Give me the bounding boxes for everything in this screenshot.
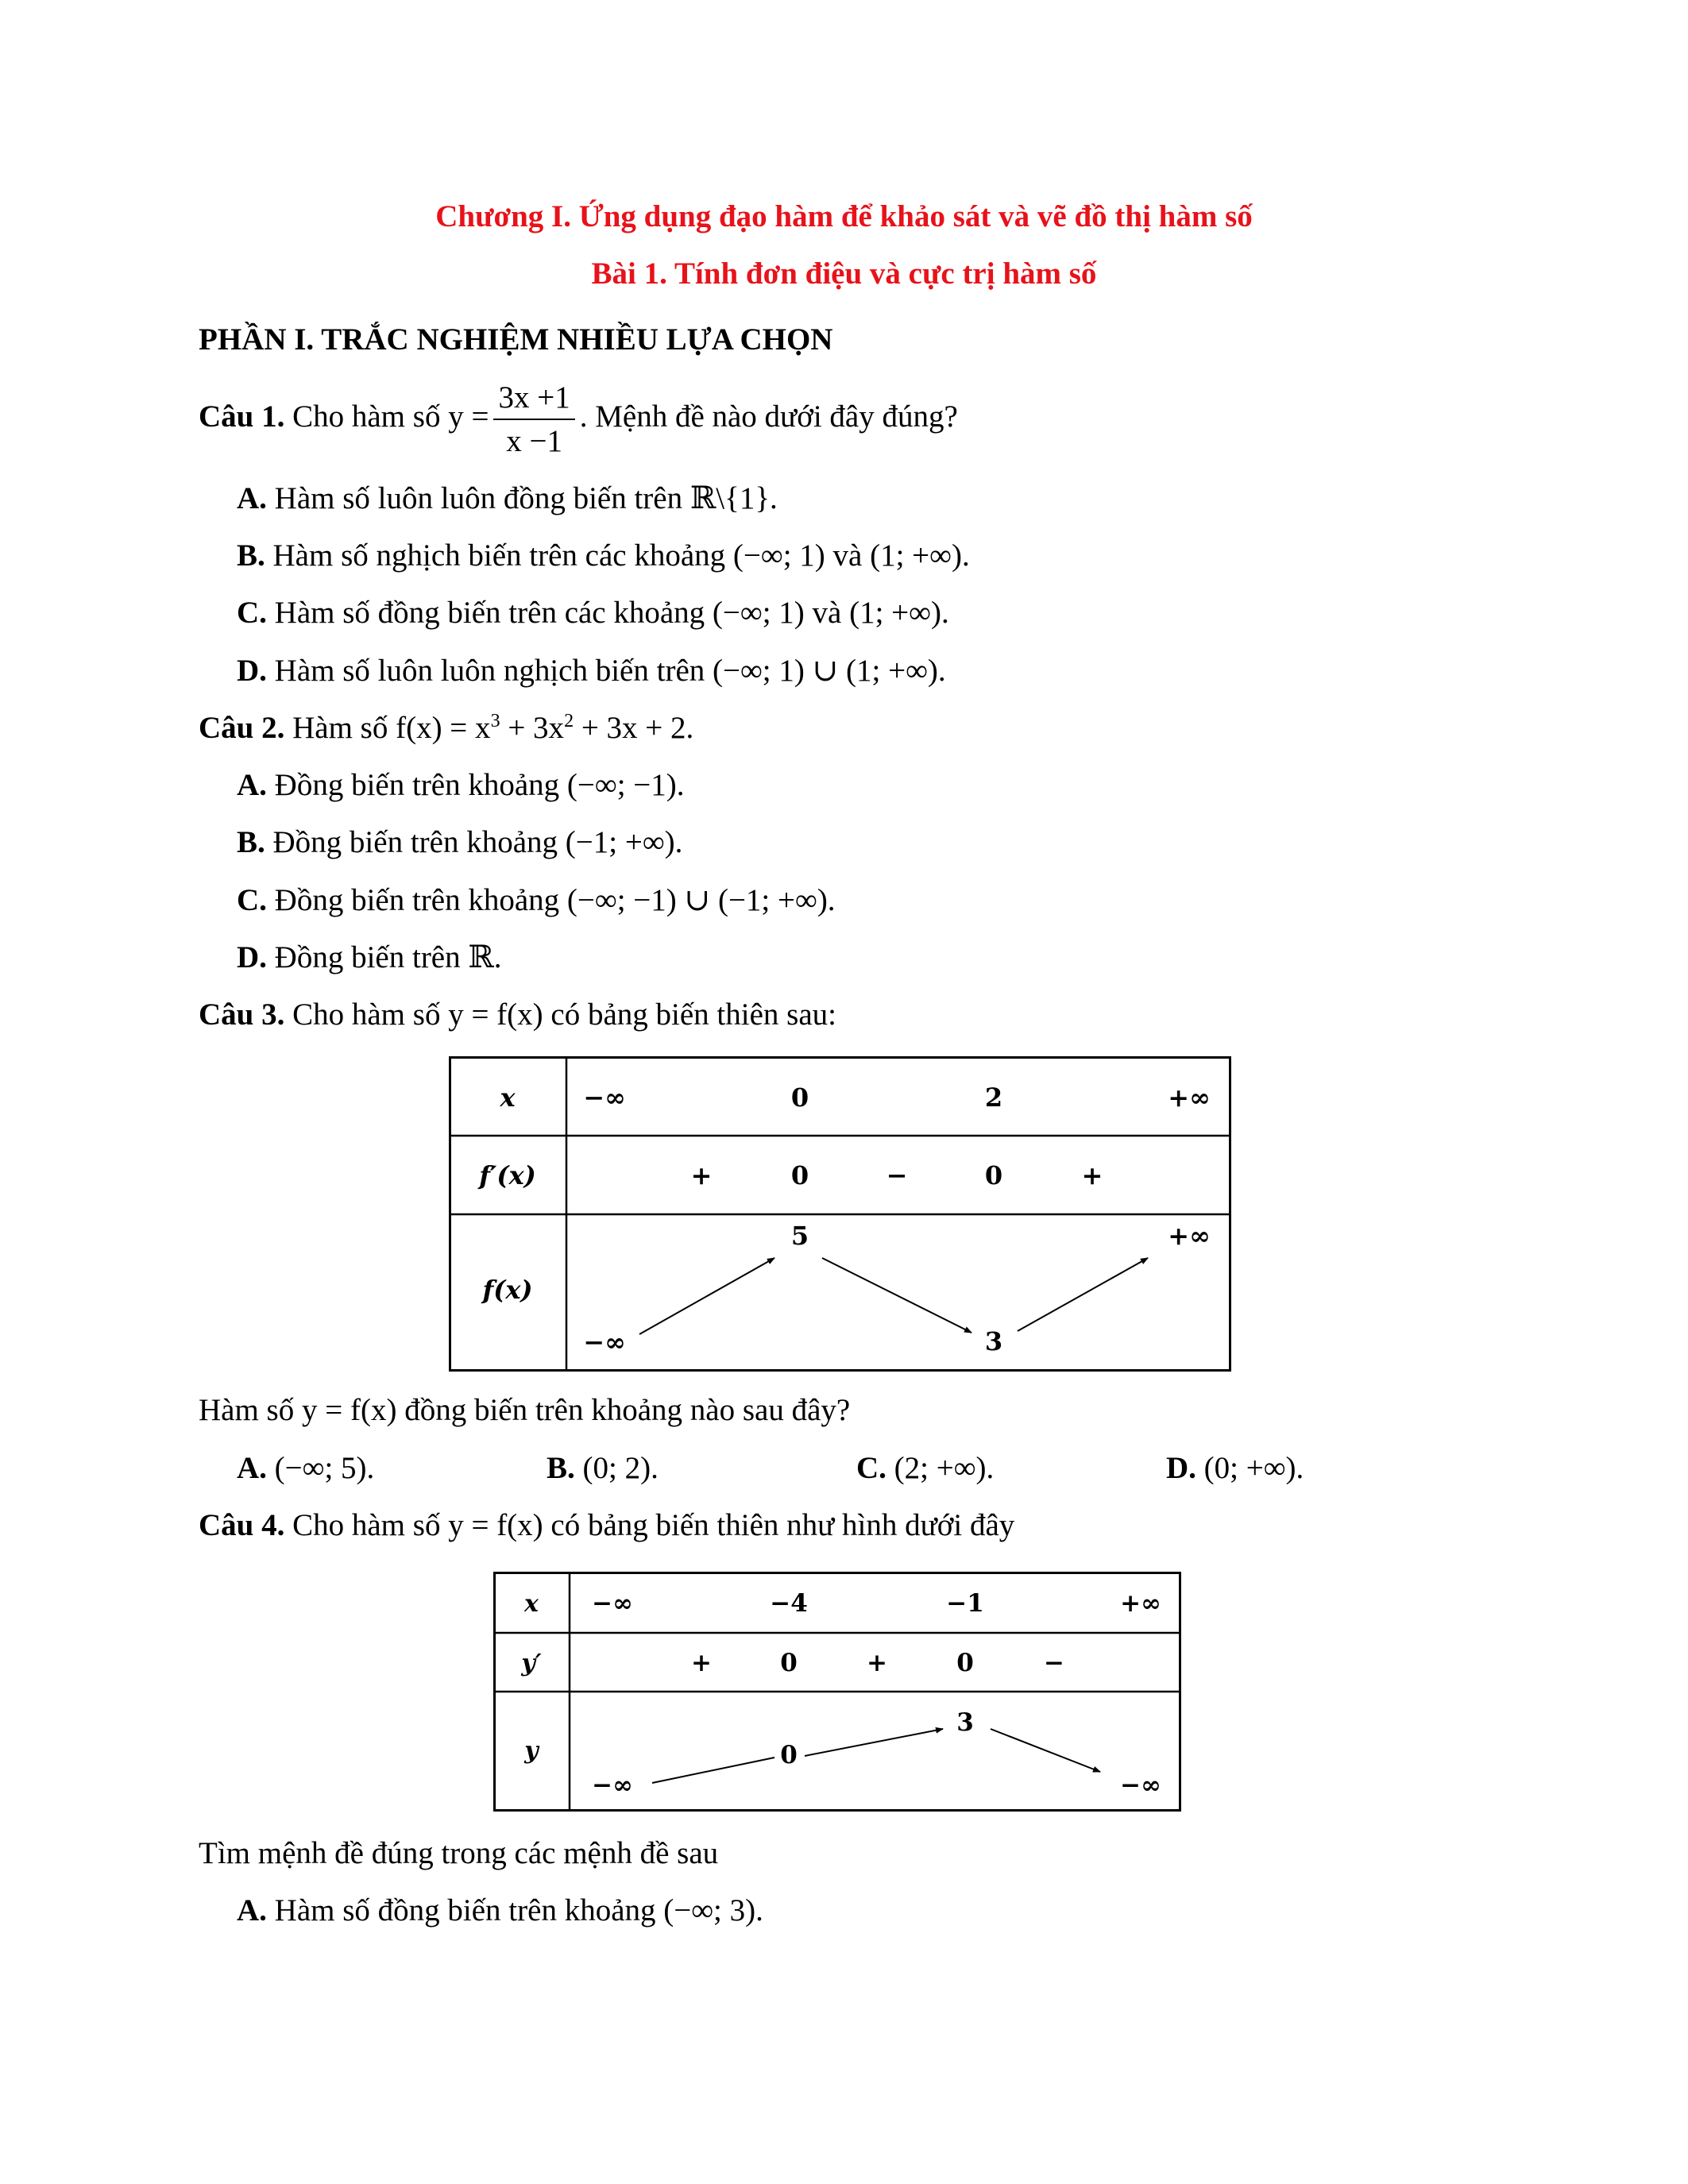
q2-option-a xyxy=(237,767,685,803)
option-letter: A. xyxy=(237,481,267,515)
question-3 xyxy=(199,997,836,1032)
option-text: Hàm số đồng biến trên các khoảng (−∞; 1) và (1; +∞). xyxy=(274,596,949,630)
option-text: Đồng biến trên khoảng (−∞; −1) ∪ (−1; +∞). xyxy=(274,883,836,917)
sign: + xyxy=(691,1649,712,1677)
row-label-derivative: f′(x) xyxy=(479,1160,536,1190)
sign: 0 xyxy=(790,1160,809,1190)
option-text: (0; +∞). xyxy=(1203,1451,1304,1485)
row-label-function: f(x) xyxy=(482,1275,533,1305)
variation-table-1 xyxy=(449,1056,1231,1372)
q3-option-c xyxy=(856,1450,994,1486)
option-letter: A. xyxy=(237,768,267,802)
x-value: −∞ xyxy=(583,1082,626,1113)
row-label-function: y xyxy=(524,1737,539,1765)
option-text: (−∞; 5). xyxy=(274,1451,375,1485)
f-value: +∞ xyxy=(1168,1221,1211,1251)
variation-table-2 xyxy=(493,1572,1181,1812)
question-label: Câu 4. xyxy=(199,1508,285,1542)
q2-option-c xyxy=(237,882,836,918)
f-value: −∞ xyxy=(583,1327,626,1357)
f-value: 3 xyxy=(984,1326,1003,1356)
question-text: Hàm số $f(x) = x^3 + 3x^2 + 3x + 2$. xyxy=(292,711,694,745)
question-text: Cho hàm số y = f(x) có bảng biến thiên như hình dưới đây xyxy=(292,1508,1015,1542)
section-title: PHẦN I. TRẮC NGHIỆM NHIỀU LỰA CHỌN xyxy=(199,322,833,357)
option-text: Hàm số đồng biến trên khoảng (−∞; 3). xyxy=(274,1893,763,1927)
option-letter: B. xyxy=(237,825,265,859)
option-letter: C. xyxy=(237,883,267,917)
option-letter: B. xyxy=(237,538,265,573)
chapter-title: Chương I. Ứng dụng đạo hàm để khảo sát và vẽ đồ thị hàm số xyxy=(435,199,1253,233)
y-value: −∞ xyxy=(1120,1771,1161,1800)
fraction-numerator: 3x +1 xyxy=(493,380,574,420)
option-text: Đồng biến trên khoảng (−1; +∞). xyxy=(272,825,683,859)
decrease-arrow xyxy=(991,1729,1100,1772)
y-value: −∞ xyxy=(592,1771,633,1800)
sign: − xyxy=(886,1160,908,1190)
option-letter: B. xyxy=(547,1451,575,1485)
question-label: Câu 1. xyxy=(199,399,285,434)
option-letter: C. xyxy=(856,1451,886,1485)
option-letter: D. xyxy=(1166,1451,1196,1485)
x-value: +∞ xyxy=(1168,1082,1211,1113)
q4-question: Tìm mệnh đề đúng trong các mệnh đề sau xyxy=(199,1836,719,1870)
option-letter: D. xyxy=(237,940,267,974)
row-label-x: x xyxy=(500,1082,516,1113)
x-value: 2 xyxy=(984,1082,1003,1113)
question-text-after: . Mệnh đề nào dưới đây đúng? xyxy=(579,399,958,434)
option-text: Đồng biến trên ℝ. xyxy=(274,940,502,974)
sign: + xyxy=(1081,1160,1103,1190)
y-value: 3 xyxy=(956,1708,974,1737)
question-4 xyxy=(199,1507,1014,1543)
q3-option-d xyxy=(1166,1450,1304,1486)
sign: − xyxy=(1044,1649,1064,1677)
increase-arrow xyxy=(805,1729,943,1756)
y-value: 0 xyxy=(780,1741,798,1769)
decrease-arrow xyxy=(822,1258,971,1333)
option-text: (0; 2). xyxy=(582,1451,659,1485)
f-value: 5 xyxy=(790,1221,809,1251)
option-letter: D. xyxy=(237,654,267,688)
increase-line xyxy=(652,1758,774,1783)
q1-option-a xyxy=(237,480,778,516)
fraction xyxy=(493,380,574,459)
q1-option-c xyxy=(237,595,949,631)
question-label: Câu 3. xyxy=(199,997,285,1032)
q2-option-b xyxy=(237,824,682,860)
q4-option-a xyxy=(237,1893,763,1928)
q3-option-b xyxy=(547,1450,659,1486)
q3-option-a xyxy=(237,1450,374,1486)
question-1 xyxy=(199,380,958,459)
question-label: Câu 2. xyxy=(199,711,285,745)
option-text: (2; +∞). xyxy=(894,1451,995,1485)
option-letter: C. xyxy=(237,596,267,630)
option-text: Hàm số nghịch biến trên các khoảng (−∞; 1) và (1; +∞). xyxy=(272,538,970,573)
sign: 0 xyxy=(780,1649,798,1677)
fraction-denominator: x −1 xyxy=(506,424,562,458)
option-letter: A. xyxy=(237,1893,267,1927)
q1-option-d xyxy=(237,653,946,689)
question-text: Cho hàm số y = f(x) có bảng biến thiên sau: xyxy=(292,997,836,1032)
increase-arrow xyxy=(1018,1258,1148,1331)
row-label-derivative: y′ xyxy=(521,1650,542,1677)
option-text: Đồng biến trên khoảng (−∞; −1). xyxy=(274,768,685,802)
q3-question: Hàm số y = f(x) đồng biến trên khoảng nào sau đây? xyxy=(199,1393,851,1427)
x-value: −∞ xyxy=(592,1589,633,1618)
sign: + xyxy=(690,1160,713,1190)
x-value: −4 xyxy=(770,1589,808,1618)
sign: 0 xyxy=(984,1160,1003,1190)
q1-option-b xyxy=(237,538,970,573)
option-letter: A. xyxy=(237,1451,267,1485)
x-value: −1 xyxy=(946,1589,984,1618)
option-text: Hàm số luôn luôn đồng biến trên ℝ\{1}. xyxy=(274,481,778,515)
option-text: Hàm số luôn luôn nghịch biến trên (−∞; 1) ∪ (1; +∞). xyxy=(274,654,946,688)
row-label-x: x xyxy=(524,1590,539,1618)
sign: 0 xyxy=(956,1649,974,1677)
sign: + xyxy=(867,1649,887,1677)
question-text: Cho hàm số y = xyxy=(292,399,489,434)
question-2 xyxy=(199,710,693,746)
x-value: 0 xyxy=(790,1082,809,1113)
q2-option-d xyxy=(237,940,502,975)
x-value: +∞ xyxy=(1120,1589,1161,1618)
increase-arrow xyxy=(639,1258,774,1334)
lesson-title: Bài 1. Tính đơn điệu và cực trị hàm số xyxy=(591,257,1097,291)
